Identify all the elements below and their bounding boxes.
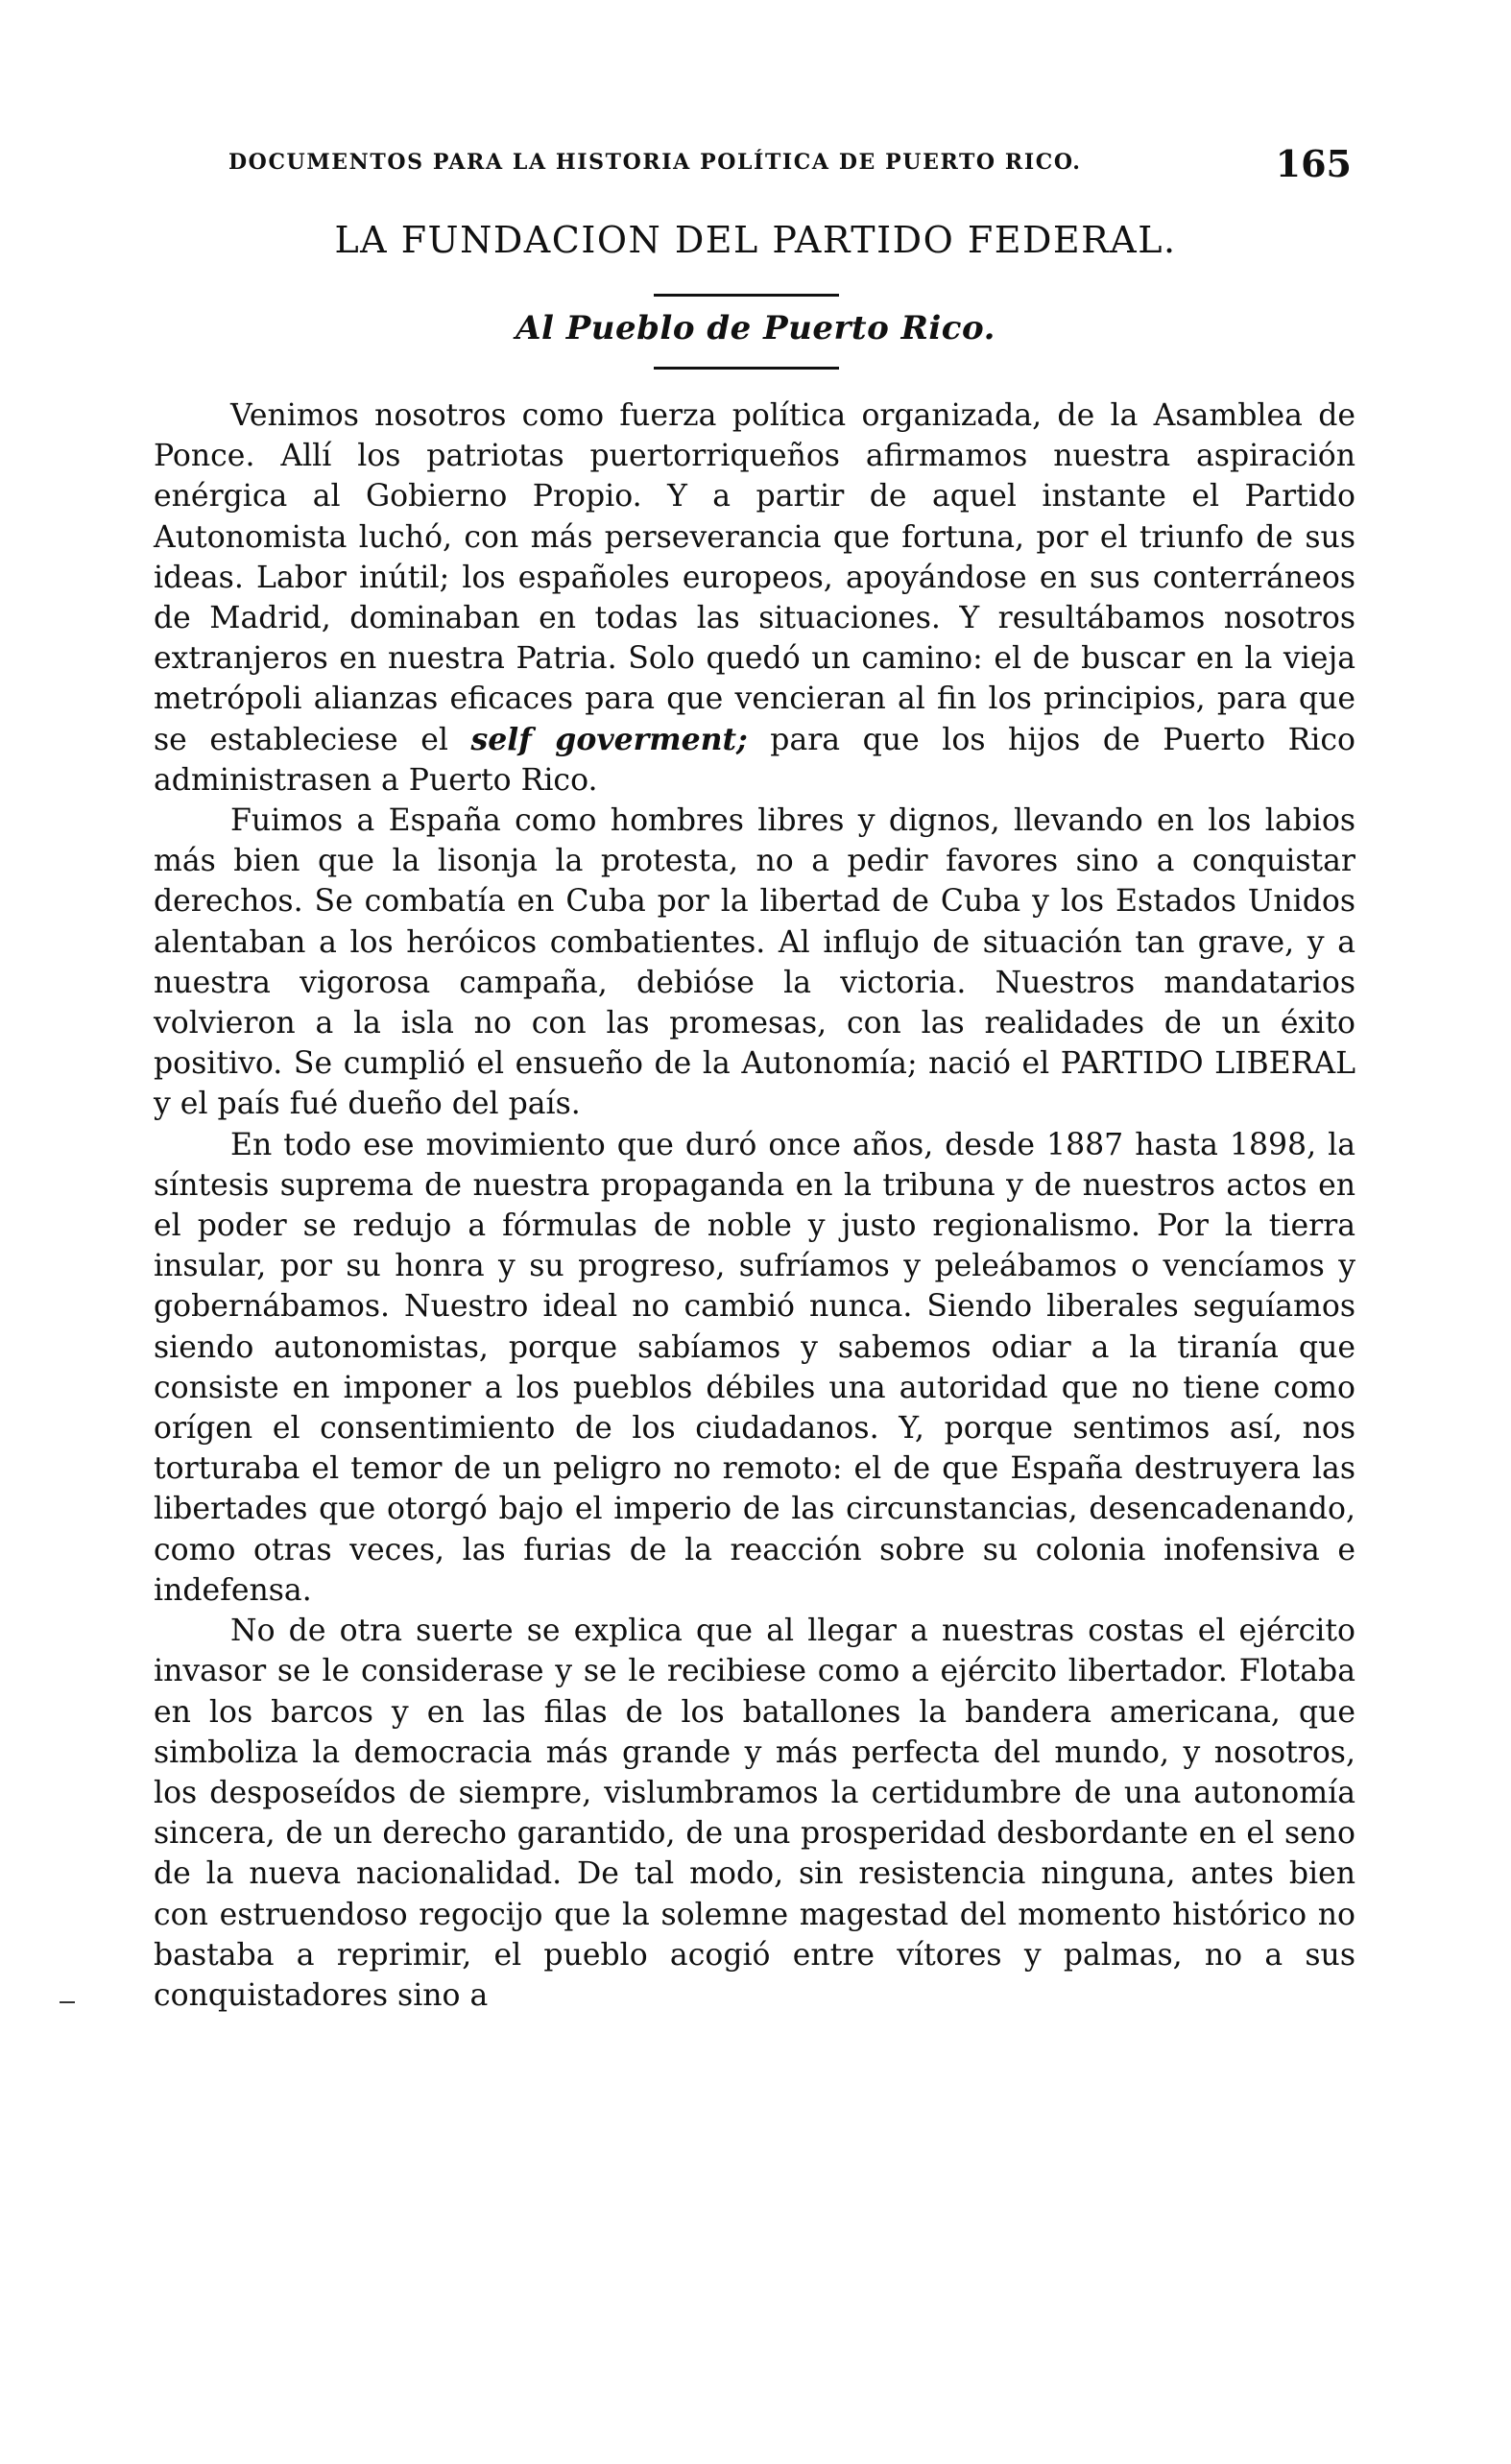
margin-mark — [60, 2001, 75, 2003]
paragraph-1-emphasis: self goverment; — [470, 721, 748, 757]
title-divider — [654, 294, 839, 297]
address-subtitle: Al Pueblo de Puerto Rico. — [516, 309, 995, 347]
running-title: DOCUMENTOS PARA LA HISTORIA POLÍTICA DE PUERTO RICO. — [228, 150, 1082, 175]
body-text — [154, 395, 1355, 2016]
paragraph-1 — [154, 395, 1355, 801]
page-number: 165 — [1275, 142, 1352, 185]
paragraph-3: En todo ese movimiento que duró once años, desde 1887 hasta 1898, la síntesis suprema de nuestra propaganda en la tribuna y de nuestros actos en el poder se redujo a fórmulas de noble y justo regionalismo. Por la tierra insular, por su honra y su progreso, sufríamos y peleábamos o vencíamos y gobernábamos. Nuestro ideal no cambió nunca. Siendo liberales seguíamos siendo autonomistas, porque sabíamos y sabemos odiar a la tiranía que consiste en imponer a los pueblos débiles una autoridad que no tiene como orígen el consentimiento de los ciudadanos. Y, porque sentimos así, nos torturaba el temor de un peligro no remoto: el de que España destruyera las libertades que otorgó bajo el imperio de las circunstancias, desencadenando, como otras veces, las furias de la reacción sobre su colonia inofensiva e indefensa. — [154, 1127, 1355, 1608]
paragraph-1-text-end: para que los hijos de Puerto Rico administrasen a Puerto Rico. — [154, 722, 1355, 798]
paragraph-1-text: Venimos nosotros como fuerza política organizada, de la Asamblea de Ponce. Allí los patriotas puertorriqueños afirmamos nuestra aspiración enérgica al Gobierno Propio. Y a partir de aquel instante el Partido Autonomista luchó, con más perseverancia que fortuna, por el triunfo de sus ideas. Labor inútil; los españoles europeos, apoyándose en sus conterráneos de Madrid, dominaban en todas las situaciones. Y resultábamos nosotros extranjeros en nuestra Patria. Solo quedó un camino: el de buscar en la vieja metrópoli alianzas eficaces para que vencieran al fin los principios, para que se estableciese el — [154, 398, 1355, 757]
subtitle-divider — [654, 367, 839, 370]
paragraph-2: Fuimos a España como hombres libres y dignos, llevando en los labios más bien que la lisonja la protesta, no a pedir favores sino a conquistar derechos. Se combatía en Cuba por la libertad de Cuba y los Estados Unidos alentaban a los heróicos combatientes. Al influjo de situación tan grave, y a nuestra vigorosa campaña, debióse la victoria. Nuestros mandatarios volvieron a la isla no con las promesas, con las realidades de un éxito positivo. Se cumplió el ensueño de la Autonomía; nació el PARTIDO LIBERAL y el país fué dueño del país. — [154, 803, 1355, 1122]
chapter-title: LA FUNDACION DEL PARTIDO FEDERAL. — [334, 219, 1177, 261]
paragraph-4: No de otra suerte se explica que al llegar a nuestras costas el ejército invasor se le considerase y se le recibiese como a ejército libertador. Flotaba en los barcos y en las filas de los batallones la bandera americana, que simboliza la democracia más grande y más perfecta del mundo, y nosotros, los desposeídos de siempre, vislumbramos la certidumbre de una autonomía sincera, de un derecho garantido, de una prosperidad desbordante en el seno de la nueva nacionalidad. De tal modo, sin resistencia ninguna, antes bien con estruendoso regocijo que la solemne magestad del momento histórico no bastaba a reprimir, el pueblo acogió entre vítores y palmas, no a sus conquistadores sino a — [154, 1614, 1355, 2013]
running-header — [228, 142, 1352, 190]
